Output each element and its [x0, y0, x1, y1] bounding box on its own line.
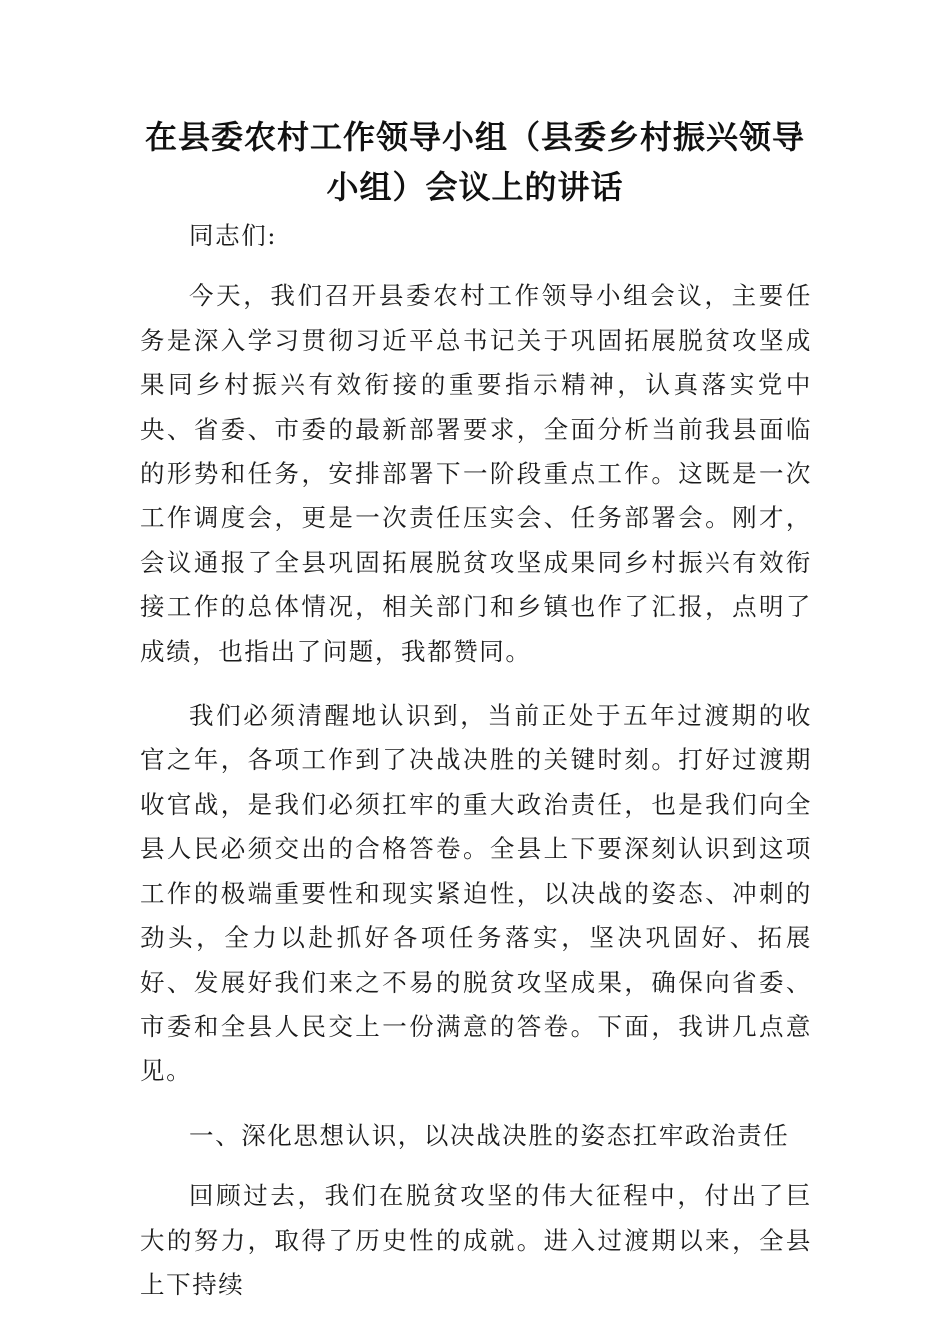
paragraph-context: 我们必须清醒地认识到，当前正处于五年过渡期的收官之年，各项工作到了决战决胜的关键时刻。打好过渡期收官战，是我们必须扛牢的重大政治责任，也是我们向全县人民必须交出的合格答卷。全县上下要深刻认识到这项工作的极端重要性和现实紧迫性，以决战的姿态、冲刺的劲头，全力以赴抓好各项任务落实，坚决巩固好、拓展好、发展好我们来之不易的脱贫攻坚成果，确保向省委、市委和全县人民交上一份满意的答卷。下面，我讲几点意见。 — [140, 701, 812, 1086]
document-body — [140, 214, 812, 1327]
title-line-1: 在县委农村工作领导小组（县委乡村振兴领导 — [144, 118, 805, 156]
paragraph-intro: 今天，我们召开县委农村工作领导小组会议，主要任务是深入学习贯彻习近平总书记关于巩固拓展脱贫攻坚成果同乡村振兴有效衔接的重要指示精神，认真落实党中央、省委、市委的最新部署要求，全面分析当前我县面临的形势和任务，安排部署下一阶段重点工作。这既是一次工作调度会，更是一次责任压实会、任务部署会。刚才，会议通报了全县巩固拓展脱贫攻坚成果同乡村振兴有效衔接工作的总体情况，相关部门和乡镇也作了汇报，点明了成绩，也指出了问题，我都赞同。 — [140, 281, 812, 666]
document-title — [100, 112, 850, 212]
section-paragraph: 回顾过去，我们在脱贫攻坚的伟大征程中，付出了巨大的努力，取得了历史性的成就。进入过渡期以来，全县上下持续 — [140, 1181, 812, 1299]
salutation: 同志们: — [189, 221, 278, 250]
title-line-2: 小组）会议上的讲话 — [326, 168, 624, 206]
section-heading: 一、深化思想认识，以决战决胜的姿态扛牢政治责任 — [189, 1120, 790, 1150]
